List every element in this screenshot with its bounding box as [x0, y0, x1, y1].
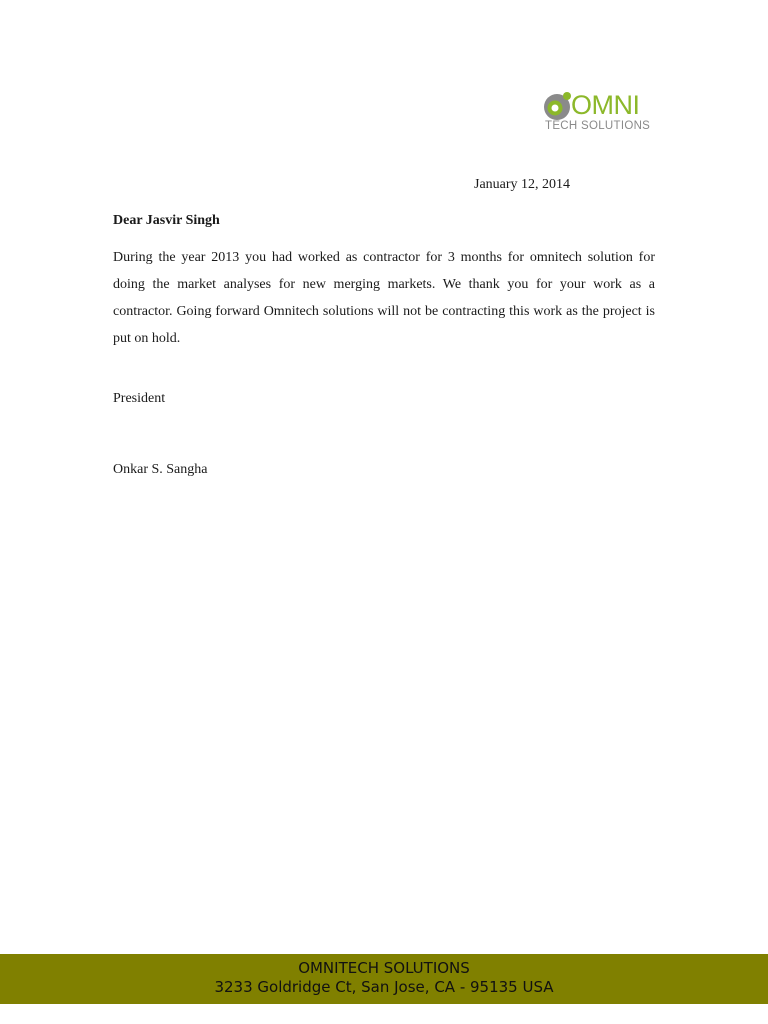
- letter-salutation: Dear Jasvir Singh: [113, 213, 220, 228]
- logo-wordmark: OMNI: [571, 90, 640, 120]
- footer-company-name: OMNITECH SOLUTIONS: [298, 959, 470, 977]
- company-logo: [543, 90, 655, 134]
- footer-bar: [0, 954, 768, 1004]
- letter-body: During the year 2013 you had worked as contractor for 3 months for omnitech solution for doing the market analyses for new merging markets. We thank you for your work as a contractor. Going forward Omnitech solutions will not be contracting this work as the project is put on hold.: [113, 250, 655, 346]
- letter-signature-name: Onkar S. Sangha: [113, 462, 208, 477]
- footer-address: 3233 Goldridge Ct, San Jose, CA - 95135 USA: [214, 978, 554, 996]
- logo-subtitle: TECH SOLUTIONS: [545, 120, 651, 132]
- letter-closing-title: President: [113, 391, 166, 406]
- letter-date: January 12, 2014: [474, 177, 571, 192]
